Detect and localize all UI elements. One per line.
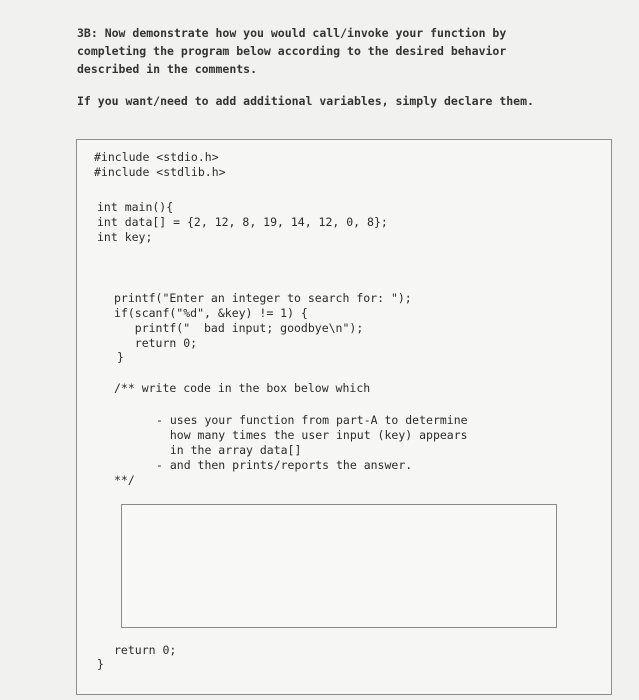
code-comment-open: /** write code in the box below which	[114, 381, 371, 395]
question-note: If you want/need to add additional variables, simply declare them.	[77, 94, 534, 108]
code-return: return 0;	[114, 643, 177, 657]
question-body: Now demonstrate how you would call/invoke your function by completing the program below according to the desired behavior described in the comments.	[77, 26, 507, 76]
code-declarations: int main(){ int data[] = {2, 12, 8, 19, 14, 12, 0, 8}; int key;	[97, 200, 388, 244]
answer-input-box[interactable]	[121, 504, 557, 628]
question-label: 3B:	[77, 26, 98, 40]
question-text	[77, 24, 577, 78]
code-comment-close: **/	[114, 473, 135, 487]
code-includes: #include <stdio.h> #include <stdlib.h>	[94, 150, 226, 179]
code-panel	[76, 139, 612, 695]
code-close-main: }	[97, 657, 104, 671]
code-comment-items: - uses your function from part-A to determine how many times the user input (key) appears in the array data[] - and then prints/reports the answer.	[156, 413, 468, 472]
code-close-if: }	[117, 350, 124, 364]
code-input-block: printf("Enter an integer to search for: "); if(scanf("%d", &key) != 1) { printf(" bad input; goodbye\n"); return 0;	[114, 291, 412, 350]
